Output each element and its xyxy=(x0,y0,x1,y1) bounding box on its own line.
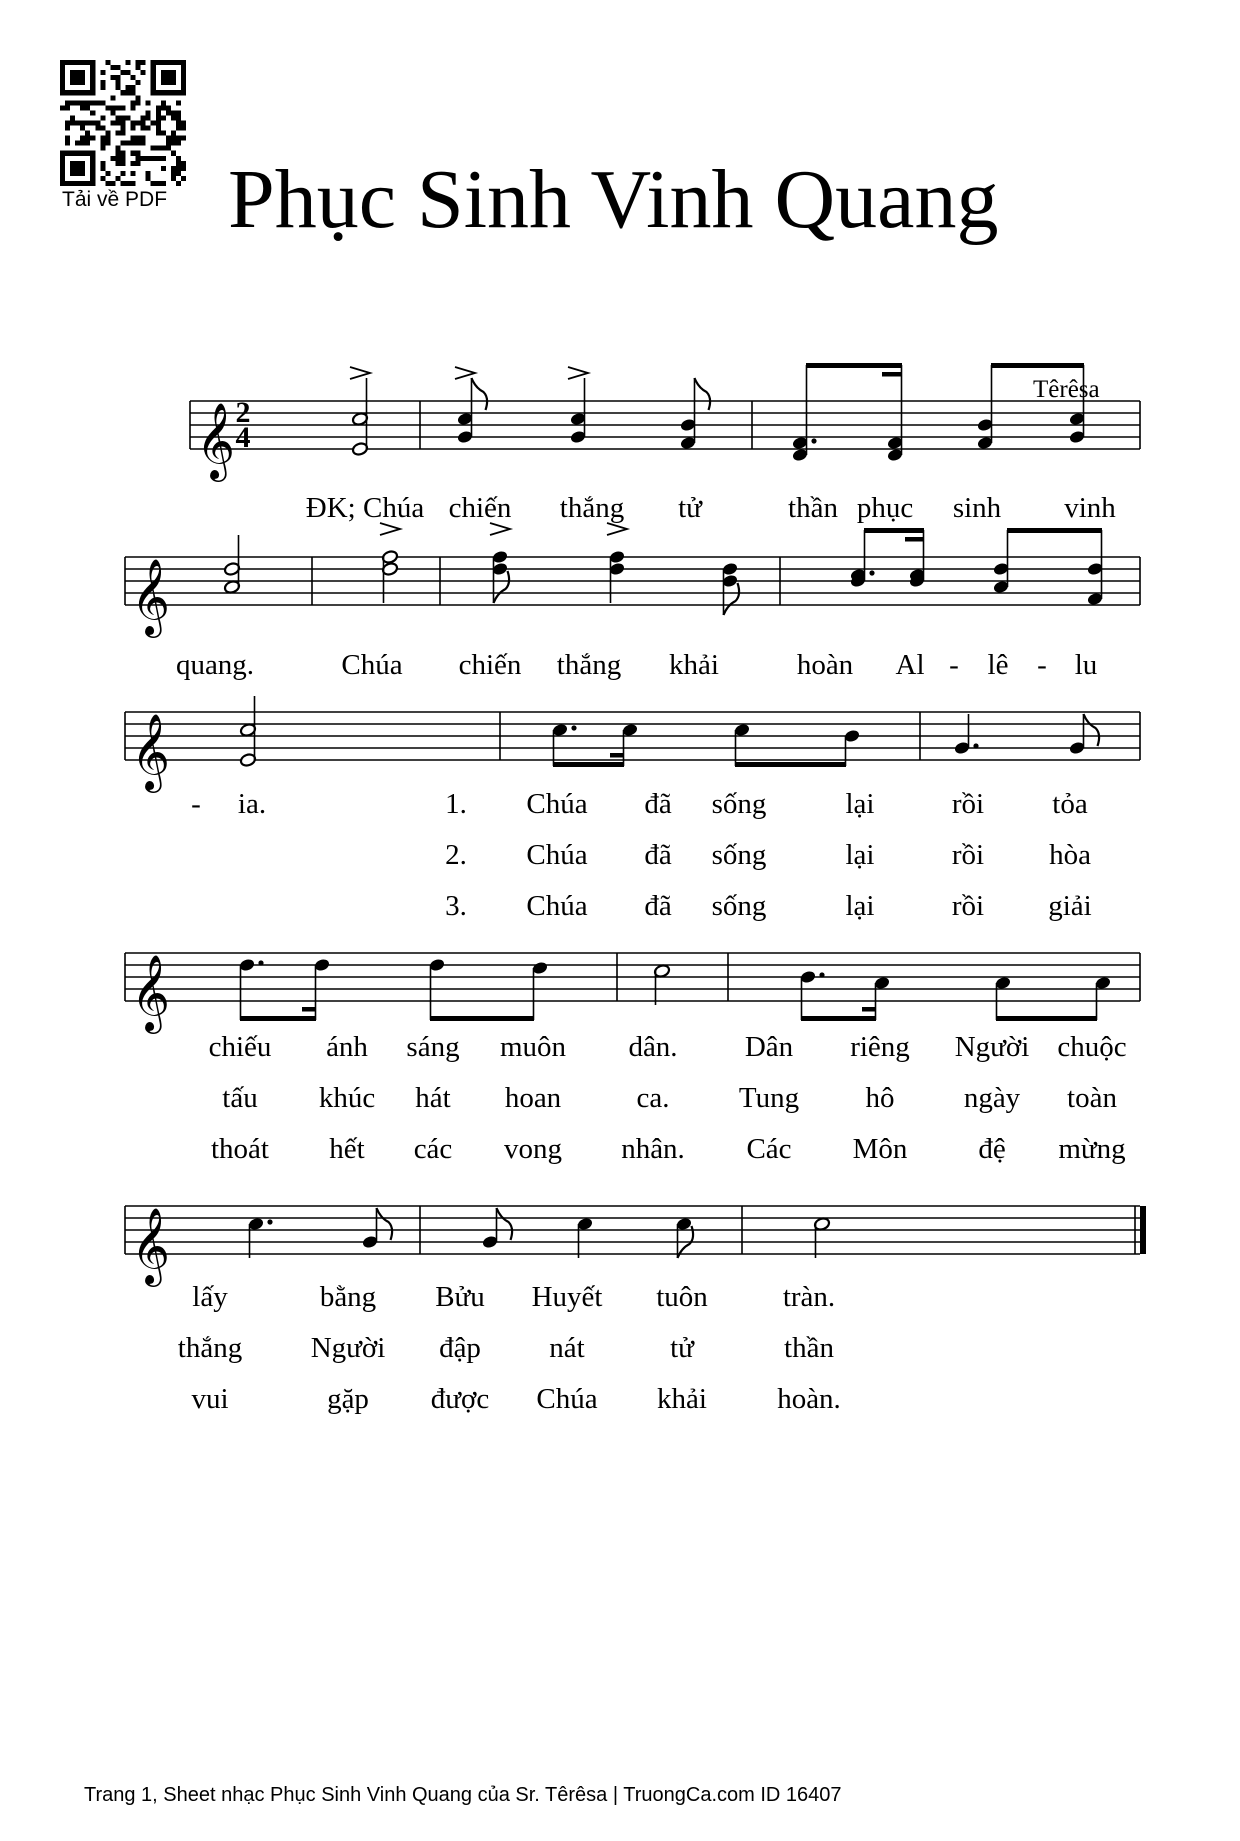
time-sig-bottom: 4 xyxy=(235,421,251,454)
lyric-word: Chúa xyxy=(526,839,588,871)
lyric-word: Các xyxy=(746,1133,792,1165)
lyric-word: hết xyxy=(329,1133,365,1165)
lyric-word: rồi xyxy=(951,839,985,871)
lyric-word: các xyxy=(413,1133,453,1165)
note xyxy=(576,1217,593,1258)
lyric-word: hoan xyxy=(504,1082,562,1114)
lyric-word: chiến xyxy=(458,649,522,681)
lyric-word: vong xyxy=(504,1133,562,1165)
lyric-word: nhân. xyxy=(621,1133,685,1165)
lyric-word: rồi xyxy=(951,788,985,820)
lyric-word: đập xyxy=(439,1332,481,1364)
download-pdf-link[interactable]: Tải về PDF xyxy=(62,188,168,211)
lyric-word: lại xyxy=(845,839,875,871)
lyric-word: nát xyxy=(549,1332,585,1364)
note xyxy=(1068,714,1099,755)
lyric-word: tràn. xyxy=(782,1281,836,1313)
lyric-word: quang. xyxy=(175,649,255,681)
lyric-word: thần xyxy=(784,1332,834,1364)
treble-clef-icon: 𝄞 xyxy=(196,402,236,479)
treble-clef-icon: 𝄞 xyxy=(131,713,171,790)
lyric-word: - xyxy=(949,649,959,681)
note xyxy=(568,367,588,444)
staff-3 xyxy=(125,712,1140,793)
lyric-word: Bửu xyxy=(435,1281,485,1313)
lyric-word: Chúa xyxy=(526,788,588,820)
lyric-word: Người xyxy=(954,1031,1030,1063)
note xyxy=(679,378,710,450)
staff-2 xyxy=(125,557,1140,638)
lyric-word: 3. xyxy=(445,890,467,922)
lyric-word: đã xyxy=(644,839,672,871)
lyric-word: khải xyxy=(669,649,719,681)
note xyxy=(247,1217,272,1258)
treble-clef-icon: 𝄞 xyxy=(131,558,171,635)
staff-1 xyxy=(190,401,1140,482)
lyric-word: tấu xyxy=(222,1082,258,1114)
lyric-word: lê xyxy=(987,649,1009,681)
lyric-word: bằng xyxy=(319,1281,377,1313)
note xyxy=(490,523,510,603)
lyric-word: phục xyxy=(856,492,914,524)
lyric-word: - xyxy=(191,788,201,820)
lyric-word: sáng xyxy=(406,1031,460,1063)
time-sig-top: 2 xyxy=(235,396,251,429)
lyric-word: thắng xyxy=(559,492,625,524)
lyric-word: lại xyxy=(845,890,875,922)
lyric-word: tuôn xyxy=(656,1281,708,1313)
note xyxy=(721,562,739,615)
lyric-word: ánh xyxy=(326,1031,368,1063)
lyric-word: sống xyxy=(711,788,767,820)
lyric-word: lấy xyxy=(192,1281,228,1313)
lyric-word: đệ xyxy=(978,1133,1006,1165)
lyric-word: hát xyxy=(415,1082,451,1114)
note xyxy=(350,367,370,456)
lyric-word: rồi xyxy=(951,890,985,922)
lyric-word: tử xyxy=(678,492,702,524)
note xyxy=(849,530,874,588)
note xyxy=(607,523,627,603)
lyric-word: Al xyxy=(895,649,925,681)
lyric-word: Chúa xyxy=(341,649,403,681)
note xyxy=(675,1217,693,1258)
lyric-word: thắng xyxy=(556,649,622,681)
lyric-word: ca. xyxy=(636,1082,670,1114)
lyric-word: muôn xyxy=(499,1031,567,1063)
note xyxy=(455,367,487,444)
lyric-word: toàn xyxy=(1067,1082,1117,1114)
lyric-word: vinh xyxy=(1064,492,1116,524)
lyric-word: chiếu xyxy=(208,1031,272,1063)
lyric-word: lu xyxy=(1074,649,1098,681)
note xyxy=(953,714,978,755)
note xyxy=(653,964,670,1005)
note xyxy=(873,976,890,1020)
lyric-word: vui xyxy=(191,1383,229,1415)
lyric-word: đã xyxy=(644,788,672,820)
lyric-word: thắng xyxy=(177,1332,243,1364)
lyric-word: sinh xyxy=(952,492,1002,524)
lyric-word: ia. xyxy=(237,788,267,820)
lyric-word: khải xyxy=(657,1383,707,1415)
lyric-word: chiến xyxy=(448,492,512,524)
lyric-word: hô xyxy=(865,1082,895,1114)
lyric-word: thoát xyxy=(211,1133,269,1165)
composer-name: Têrêsa xyxy=(1033,376,1100,403)
note xyxy=(813,1217,830,1258)
lyric-word: sống xyxy=(711,890,767,922)
note xyxy=(799,970,824,1020)
lyric-word: hoàn xyxy=(796,649,854,681)
note xyxy=(994,976,1011,1020)
lyric-word: 1. xyxy=(445,788,467,820)
lyric-word: thần xyxy=(788,492,838,524)
lyric-word: tỏa xyxy=(1052,788,1088,820)
lyric-word: Người xyxy=(310,1332,386,1364)
lyric-word: dân. xyxy=(628,1031,678,1063)
note xyxy=(361,1208,392,1249)
lyric-word: ĐK; Chúa xyxy=(305,492,425,524)
lyric-word: chuộc xyxy=(1057,1031,1127,1063)
lyric-word: ngày xyxy=(963,1082,1021,1114)
lyric-word: - xyxy=(1037,649,1047,681)
lyric-word: sống xyxy=(711,839,767,871)
note xyxy=(380,523,400,603)
lyric-word: gặp xyxy=(327,1383,369,1415)
lyric-word: Môn xyxy=(852,1133,908,1165)
page-footer: Trang 1, Sheet nhạc Phục Sinh Vinh Quang của Sr. Têrêsa | TruongCa.com ID 16407 xyxy=(84,1784,842,1806)
lyric-word: Tung xyxy=(738,1082,800,1114)
treble-clef-icon: 𝄞 xyxy=(131,954,171,1031)
lyric-word: Chúa xyxy=(526,890,588,922)
lyric-word: 2. xyxy=(445,839,467,871)
lyric-word: lại xyxy=(845,788,875,820)
lyric-word: Dân xyxy=(744,1031,794,1063)
note xyxy=(531,961,548,1020)
song-title: Phục Sinh Vinh Quang xyxy=(228,153,999,246)
lyric-word: giải xyxy=(1048,890,1092,922)
lyric-word: đã xyxy=(644,890,672,922)
lyric-word: hoàn. xyxy=(777,1383,841,1415)
lyric-word: khúc xyxy=(318,1082,376,1114)
lyric-word: Huyết xyxy=(531,1281,603,1313)
note xyxy=(481,1208,512,1249)
lyric-word: mừng xyxy=(1058,1133,1126,1165)
treble-clef-icon: 𝄞 xyxy=(131,1207,171,1284)
staff-4 xyxy=(125,953,1140,1034)
lyric-word: riêng xyxy=(850,1031,910,1063)
note xyxy=(223,535,240,594)
note xyxy=(1094,976,1111,1020)
lyric-word: Chúa xyxy=(536,1383,598,1415)
lyric-word: hòa xyxy=(1049,839,1091,871)
note xyxy=(239,696,256,767)
staff-5 xyxy=(125,1206,1146,1287)
lyric-word: được xyxy=(430,1383,490,1415)
lyric-word: tử xyxy=(670,1332,694,1364)
